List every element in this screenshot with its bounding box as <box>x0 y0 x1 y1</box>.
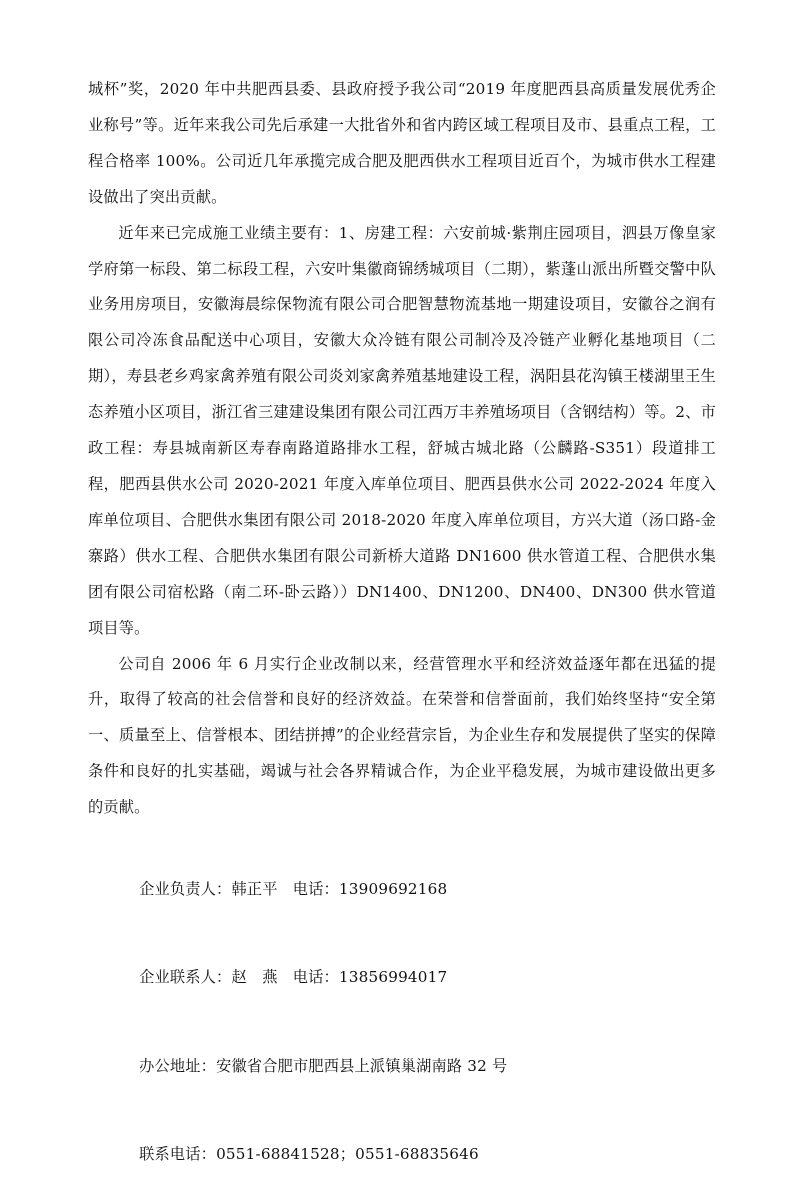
contact-leader-line <box>119 845 719 934</box>
tel-label: 联系电话： <box>139 1145 216 1163</box>
leader-phone: 13909692168 <box>339 880 448 898</box>
leader-label: 企业负责人： <box>139 880 231 898</box>
address-value: 安徽省合肥市肥西县上派镇巢湖南路 32 号 <box>216 1057 507 1075</box>
paragraph-honors: 城杯”奖，2020 年中共肥西县委、县政府授予我公司“2019 年度肥西县高质量发展优秀企业称号”等。近年来我公司先后承建一大批省外和省内跨区域工程项目及市、县重点工程，工程合格率 100%。公司近几年承揽完成合肥及肥西供水工程项目近百个，为城市供水工程建设做出了突出贡献。 <box>88 72 716 216</box>
paragraph-reform: 公司自 2006 年 6 月实行企业改制以来，经营管理水平和经济效益逐年都在迅猛的提升，取得了较高的社会信誉和良好的经济效益。在荣誉和信誉面前，我们始终坚持“安全第一、质量至上、信誉根本、团结拼搏”的企业经营宗旨，为企业生存和发展提供了坚实的保障条件和良好的扎实基础，竭诚与社会各界精诚合作，为企业平稳发展，为城市建设做出更多的贡献。 <box>88 647 716 827</box>
liaison-phone-label: 电话： <box>293 968 339 986</box>
contact-tel-line <box>119 1111 719 1199</box>
contact-address-line <box>119 1022 719 1111</box>
document-body <box>88 72 716 826</box>
liaison-name: 赵 燕 <box>231 968 277 986</box>
leader-name: 韩正平 <box>231 880 277 898</box>
address-label: 办公地址： <box>139 1057 216 1075</box>
contact-liaison-line <box>119 934 719 1023</box>
leader-phone-label: 电话： <box>293 880 339 898</box>
contact-block <box>119 845 719 1199</box>
paragraph-achievements: 近年来已完成施工业绩主要有：1、房建工程：六安前城·紫荆庄园项目，泗县万像皇家学府第一标段、第二标段工程，六安叶集徽商锦绣城项目（二期），紫蓬山派出所暨交警中队业务用房项目，安徽海晨综保物流有限公司合肥智慧物流基地一期建设项目，安徽谷之润有限公司冷冻食品配送中心项目，安徽大众冷链有限公司制冷及冷链产业孵化基地项目（二期），寿县老乡鸡家禽养殖有限公司炎刘家禽养殖基地建设工程，涡阳县花沟镇王楼湖里王生态养殖小区项目，浙江省三建建设集团有限公司江西万丰养殖场项目（含钢结构）等。2、市政工程：寿县城南新区寿春南路道路排水工程，舒城古城北路（公麟路-S351）段道排工程，肥西县供水公司 2020-2021 年度入库单位项目、肥西县供水公司 2022-2024 年度入库单位项目、合肥供水集团有限公司 2018-2020 年度入库单位项目，方兴大道（汤口路-金寨路）供水工程、合肥供水集团有限公司新桥大道路 DN1600 供水管道工程、合肥供水集团有限公司宿松路（南二环-卧云路））DN1400、DN1200、DN400、DN300 供水管道项目等。 <box>88 216 716 647</box>
liaison-phone: 13856994017 <box>339 968 448 986</box>
tel-value: 0551-68841528；0551-68835646 <box>216 1145 479 1163</box>
liaison-label: 企业联系人： <box>139 968 231 986</box>
